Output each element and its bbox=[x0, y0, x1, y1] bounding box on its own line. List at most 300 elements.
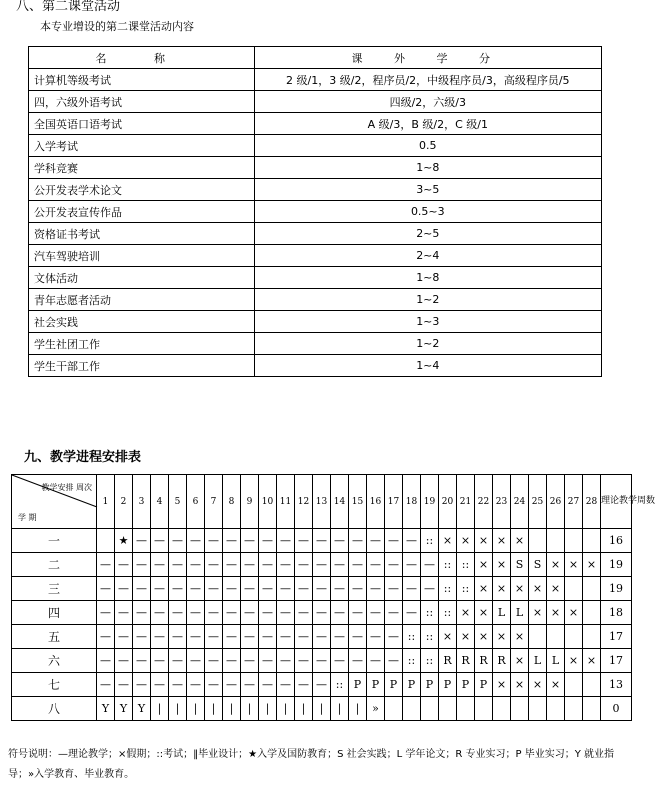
schedule-cell: S bbox=[511, 553, 529, 577]
week-header: 8 bbox=[223, 475, 241, 529]
semester-row bbox=[12, 649, 632, 673]
schedule-cell: × bbox=[493, 625, 511, 649]
schedule-cell: Y bbox=[115, 697, 133, 721]
schedule-cell: — bbox=[115, 601, 133, 625]
schedule-cell bbox=[385, 697, 403, 721]
schedule-cell bbox=[457, 697, 475, 721]
total-weeks: 0 bbox=[601, 697, 632, 721]
schedule-legend: 符号说明：—理论教学；×假期；::考试；‖毕业设计；★入学及国防教育；S 社会实践；L 学年论文；R 专业实习；P 毕业实习；Y 就业指导；»入学教育、毕业教育。 bbox=[8, 749, 614, 780]
schedule-cell: L bbox=[511, 601, 529, 625]
schedule-cell: — bbox=[205, 649, 223, 673]
activity-row bbox=[29, 223, 602, 245]
schedule-cell: — bbox=[403, 553, 421, 577]
semester-label: 一 bbox=[12, 529, 97, 553]
activity-name: 青年志愿者活动 bbox=[29, 289, 255, 311]
schedule-cell: L bbox=[493, 601, 511, 625]
schedule-cell: — bbox=[295, 577, 313, 601]
schedule-cell: — bbox=[295, 649, 313, 673]
schedule-cell: — bbox=[97, 601, 115, 625]
schedule-cell: — bbox=[367, 529, 385, 553]
schedule-cell: :: bbox=[421, 649, 439, 673]
schedule-cell: — bbox=[205, 577, 223, 601]
schedule-cell: — bbox=[295, 673, 313, 697]
total-weeks: 19 bbox=[601, 553, 632, 577]
schedule-cell bbox=[565, 697, 583, 721]
activity-name: 学生干部工作 bbox=[29, 355, 255, 377]
schedule-cell: — bbox=[349, 601, 367, 625]
schedule-cell: | bbox=[169, 697, 187, 721]
week-header: 11 bbox=[277, 475, 295, 529]
schedule-cell: × bbox=[475, 625, 493, 649]
schedule-cell: × bbox=[475, 553, 493, 577]
week-header: 5 bbox=[169, 475, 187, 529]
week-header: 10 bbox=[259, 475, 277, 529]
schedule-cell: P bbox=[403, 673, 421, 697]
schedule-cell: P bbox=[457, 673, 475, 697]
week-header: 21 bbox=[457, 475, 475, 529]
schedule-cell: — bbox=[97, 577, 115, 601]
schedule-cell: — bbox=[223, 673, 241, 697]
activity-row bbox=[29, 157, 602, 179]
schedule-cell: — bbox=[349, 625, 367, 649]
total-weeks: 19 bbox=[601, 577, 632, 601]
schedule-cell: — bbox=[259, 673, 277, 697]
schedule-cell: — bbox=[259, 553, 277, 577]
schedule-cell: — bbox=[277, 601, 295, 625]
corner-top-label: 教学安排 周次 bbox=[41, 483, 92, 492]
schedule-cell: × bbox=[457, 601, 475, 625]
semester-row bbox=[12, 697, 632, 721]
schedule-cell: | bbox=[151, 697, 169, 721]
week-header: 12 bbox=[295, 475, 313, 529]
activity-credit: 1~3 bbox=[254, 311, 601, 333]
schedule-cell: | bbox=[187, 697, 205, 721]
schedule-cell: × bbox=[529, 601, 547, 625]
activity-name: 四，六级外语考试 bbox=[29, 91, 255, 113]
schedule-cell: — bbox=[385, 625, 403, 649]
total-weeks: 16 bbox=[601, 529, 632, 553]
activity-credit: 1~8 bbox=[254, 267, 601, 289]
schedule-cell bbox=[583, 601, 601, 625]
schedule-cell: — bbox=[241, 673, 259, 697]
schedule-cell: — bbox=[133, 553, 151, 577]
schedule-cell: :: bbox=[403, 625, 421, 649]
semester-label: 二 bbox=[12, 553, 97, 577]
schedule-cell: × bbox=[475, 529, 493, 553]
total-weeks: 13 bbox=[601, 673, 632, 697]
schedule-cell: — bbox=[403, 577, 421, 601]
semester-row bbox=[12, 553, 632, 577]
week-header: 1 bbox=[97, 475, 115, 529]
schedule-cell: — bbox=[421, 577, 439, 601]
schedule-cell: P bbox=[421, 673, 439, 697]
activity-credit: 3~5 bbox=[254, 179, 601, 201]
schedule-cell: — bbox=[313, 649, 331, 673]
semester-row bbox=[12, 601, 632, 625]
schedule-cell: S bbox=[529, 553, 547, 577]
schedule-cell: R bbox=[493, 649, 511, 673]
schedule-cell: — bbox=[223, 529, 241, 553]
activity-row bbox=[29, 135, 602, 157]
schedule-cell: × bbox=[493, 673, 511, 697]
schedule-cell: — bbox=[223, 601, 241, 625]
schedule-cell bbox=[493, 697, 511, 721]
schedule-cell: — bbox=[367, 649, 385, 673]
schedule-cell: — bbox=[169, 625, 187, 649]
schedule-cell: — bbox=[277, 649, 295, 673]
week-header: 20 bbox=[439, 475, 457, 529]
schedule-cell: — bbox=[313, 673, 331, 697]
schedule-cell: — bbox=[151, 673, 169, 697]
schedule-cell: — bbox=[259, 529, 277, 553]
activity-credit: 1~4 bbox=[254, 355, 601, 377]
activity-credit: 0.5 bbox=[254, 135, 601, 157]
schedule-table bbox=[11, 474, 655, 721]
schedule-cell: :: bbox=[421, 625, 439, 649]
activity-credit: 四级/2，六级/3 bbox=[254, 91, 601, 113]
schedule-cell bbox=[529, 697, 547, 721]
activity-row bbox=[29, 333, 602, 355]
schedule-cell: — bbox=[313, 625, 331, 649]
schedule-cell: — bbox=[223, 577, 241, 601]
schedule-cell: — bbox=[205, 673, 223, 697]
schedule-cell: × bbox=[529, 673, 547, 697]
schedule-cell: :: bbox=[457, 577, 475, 601]
schedule-cell: — bbox=[133, 649, 151, 673]
schedule-cell: × bbox=[583, 649, 601, 673]
schedule-cell: — bbox=[187, 673, 205, 697]
schedule-cell: L bbox=[547, 649, 565, 673]
semester-label: 八 bbox=[12, 697, 97, 721]
schedule-cell bbox=[511, 697, 529, 721]
schedule-cell: — bbox=[295, 553, 313, 577]
section8-title: 八、第二课堂活动 bbox=[16, 0, 121, 14]
schedule-cell: — bbox=[169, 673, 187, 697]
schedule-cell: — bbox=[115, 625, 133, 649]
schedule-cell: — bbox=[349, 529, 367, 553]
corner-bottom-label: 学 期 bbox=[18, 513, 37, 522]
schedule-cell: — bbox=[223, 553, 241, 577]
schedule-cell: | bbox=[313, 697, 331, 721]
semester-label: 五 bbox=[12, 625, 97, 649]
activity-credit: 1~2 bbox=[254, 289, 601, 311]
schedule-cell bbox=[529, 625, 547, 649]
activity-credit: A 级/3，B 级/2，C 级/1 bbox=[254, 113, 601, 135]
schedule-cell bbox=[403, 697, 421, 721]
activity-row bbox=[29, 311, 602, 333]
schedule-cell: — bbox=[421, 553, 439, 577]
schedule-cell: — bbox=[205, 601, 223, 625]
schedule-cell: — bbox=[331, 553, 349, 577]
schedule-cell bbox=[583, 625, 601, 649]
schedule-cell: | bbox=[277, 697, 295, 721]
schedule-cell bbox=[565, 529, 583, 553]
schedule-cell: :: bbox=[421, 601, 439, 625]
week-header: 26 bbox=[547, 475, 565, 529]
schedule-cell: — bbox=[349, 553, 367, 577]
week-header: 25 bbox=[529, 475, 547, 529]
activity-row bbox=[29, 355, 602, 377]
activity-credit: 1~8 bbox=[254, 157, 601, 179]
week-header: 18 bbox=[403, 475, 421, 529]
schedule-cell: :: bbox=[421, 529, 439, 553]
schedule-cell: — bbox=[169, 577, 187, 601]
schedule-cell: — bbox=[169, 553, 187, 577]
week-header: 4 bbox=[151, 475, 169, 529]
schedule-cell bbox=[565, 673, 583, 697]
schedule-cell: — bbox=[115, 649, 133, 673]
total-weeks: 18 bbox=[601, 601, 632, 625]
schedule-cell: — bbox=[331, 649, 349, 673]
schedule-cell: — bbox=[259, 577, 277, 601]
activity-row bbox=[29, 179, 602, 201]
schedule-cell: × bbox=[511, 673, 529, 697]
semester-label: 六 bbox=[12, 649, 97, 673]
schedule-cell: — bbox=[97, 553, 115, 577]
schedule-cell: × bbox=[565, 601, 583, 625]
schedule-cell: P bbox=[439, 673, 457, 697]
schedule-cell: — bbox=[241, 577, 259, 601]
week-header: 13 bbox=[313, 475, 331, 529]
schedule-cell bbox=[583, 697, 601, 721]
activity-name: 计算机等级考试 bbox=[29, 69, 255, 91]
schedule-cell: — bbox=[277, 553, 295, 577]
week-header: 19 bbox=[421, 475, 439, 529]
schedule-cell: — bbox=[295, 601, 313, 625]
schedule-cell: — bbox=[151, 553, 169, 577]
schedule-cell: | bbox=[295, 697, 313, 721]
schedule-cell: — bbox=[313, 529, 331, 553]
schedule-cell: | bbox=[349, 697, 367, 721]
week-header: 22 bbox=[475, 475, 493, 529]
schedule-cell: × bbox=[493, 529, 511, 553]
schedule-cell: — bbox=[385, 649, 403, 673]
schedule-cell: — bbox=[151, 529, 169, 553]
schedule-cell: :: bbox=[403, 649, 421, 673]
schedule-cell: Y bbox=[97, 697, 115, 721]
schedule-cell: — bbox=[241, 529, 259, 553]
header-name: 名 称 bbox=[29, 47, 255, 69]
schedule-cell: — bbox=[133, 673, 151, 697]
schedule-cell: R bbox=[475, 649, 493, 673]
week-header: 23 bbox=[493, 475, 511, 529]
schedule-cell bbox=[547, 529, 565, 553]
total-weeks: 17 bbox=[601, 625, 632, 649]
activity-table bbox=[28, 46, 602, 377]
week-header: 24 bbox=[511, 475, 529, 529]
schedule-cell bbox=[547, 697, 565, 721]
schedule-cell: — bbox=[223, 625, 241, 649]
schedule-cell: — bbox=[205, 553, 223, 577]
activity-table-header bbox=[29, 47, 602, 69]
schedule-cell bbox=[583, 577, 601, 601]
schedule-cell: — bbox=[259, 625, 277, 649]
section9-title: 九、教学进程安排表 bbox=[24, 450, 142, 465]
schedule-cell: — bbox=[367, 577, 385, 601]
schedule-cell: — bbox=[115, 577, 133, 601]
schedule-cell: — bbox=[151, 649, 169, 673]
activity-name: 全国英语口语考试 bbox=[29, 113, 255, 135]
schedule-cell: — bbox=[331, 601, 349, 625]
schedule-cell: :: bbox=[331, 673, 349, 697]
schedule-cell: — bbox=[277, 529, 295, 553]
week-header: 17 bbox=[385, 475, 403, 529]
schedule-header-row bbox=[12, 475, 632, 529]
schedule-cell: — bbox=[385, 601, 403, 625]
week-header: 2 bbox=[115, 475, 133, 529]
activity-row bbox=[29, 113, 602, 135]
activity-row bbox=[29, 267, 602, 289]
activity-credit: 0.5~3 bbox=[254, 201, 601, 223]
activity-name: 学生社团工作 bbox=[29, 333, 255, 355]
schedule-cell: P bbox=[385, 673, 403, 697]
semester-row bbox=[12, 529, 632, 553]
schedule-cell: — bbox=[151, 577, 169, 601]
schedule-cell: — bbox=[385, 529, 403, 553]
activity-name: 社会实践 bbox=[29, 311, 255, 333]
week-header: 9 bbox=[241, 475, 259, 529]
schedule-cell: × bbox=[511, 529, 529, 553]
schedule-cell: — bbox=[187, 625, 205, 649]
schedule-cell: — bbox=[223, 649, 241, 673]
activity-row bbox=[29, 91, 602, 113]
schedule-cell: × bbox=[547, 577, 565, 601]
schedule-cell: R bbox=[439, 649, 457, 673]
schedule-cell: — bbox=[151, 601, 169, 625]
schedule-cell: | bbox=[241, 697, 259, 721]
week-header: 7 bbox=[205, 475, 223, 529]
week-header: 16 bbox=[367, 475, 385, 529]
schedule-cell: × bbox=[457, 529, 475, 553]
schedule-cell: — bbox=[187, 577, 205, 601]
schedule-cell: P bbox=[367, 673, 385, 697]
schedule-cell: — bbox=[313, 601, 331, 625]
schedule-cell: — bbox=[187, 529, 205, 553]
schedule-cell: — bbox=[115, 553, 133, 577]
activity-name: 公开发表学术论文 bbox=[29, 179, 255, 201]
schedule-cell: — bbox=[169, 529, 187, 553]
schedule-cell: Y bbox=[133, 697, 151, 721]
schedule-cell: — bbox=[115, 673, 133, 697]
schedule-cell: — bbox=[259, 601, 277, 625]
schedule-cell: — bbox=[313, 577, 331, 601]
schedule-cell: — bbox=[295, 625, 313, 649]
semester-label: 七 bbox=[12, 673, 97, 697]
schedule-cell: × bbox=[511, 649, 529, 673]
week-header: 3 bbox=[133, 475, 151, 529]
week-header: 15 bbox=[349, 475, 367, 529]
schedule-cell: × bbox=[565, 553, 583, 577]
activity-credit: 2~5 bbox=[254, 223, 601, 245]
schedule-cell: — bbox=[385, 553, 403, 577]
schedule-cell: × bbox=[547, 553, 565, 577]
section8-subtitle: 本专业增设的第二课堂活动内容 bbox=[40, 20, 194, 33]
schedule-cell: — bbox=[133, 577, 151, 601]
schedule-cell: × bbox=[475, 601, 493, 625]
week-header: 27 bbox=[565, 475, 583, 529]
activity-credit: 1~2 bbox=[254, 333, 601, 355]
schedule-cell: × bbox=[493, 577, 511, 601]
schedule-cell: — bbox=[97, 673, 115, 697]
schedule-cell bbox=[439, 697, 457, 721]
schedule-cell bbox=[565, 577, 583, 601]
schedule-cell: — bbox=[187, 649, 205, 673]
total-weeks: 17 bbox=[601, 649, 632, 673]
schedule-cell: — bbox=[187, 601, 205, 625]
schedule-cell bbox=[583, 529, 601, 553]
schedule-cell: — bbox=[277, 577, 295, 601]
schedule-cell: :: bbox=[439, 577, 457, 601]
activity-name: 汽车驾驶培训 bbox=[29, 245, 255, 267]
schedule-cell: — bbox=[241, 649, 259, 673]
schedule-cell: × bbox=[511, 577, 529, 601]
week-header: 28 bbox=[583, 475, 601, 529]
schedule-cell: × bbox=[583, 553, 601, 577]
week-header: 14 bbox=[331, 475, 349, 529]
semester-row bbox=[12, 625, 632, 649]
schedule-cell bbox=[475, 697, 493, 721]
activity-name: 学科竞赛 bbox=[29, 157, 255, 179]
schedule-cell: — bbox=[367, 601, 385, 625]
activity-credit: 2~4 bbox=[254, 245, 601, 267]
activity-row bbox=[29, 245, 602, 267]
schedule-cell bbox=[547, 625, 565, 649]
schedule-cell: — bbox=[349, 577, 367, 601]
schedule-cell: × bbox=[439, 529, 457, 553]
schedule-cell: × bbox=[565, 649, 583, 673]
schedule-cell: — bbox=[367, 553, 385, 577]
schedule-cell: — bbox=[133, 601, 151, 625]
schedule-cell: × bbox=[493, 553, 511, 577]
schedule-cell: — bbox=[331, 529, 349, 553]
schedule-cell: × bbox=[511, 625, 529, 649]
schedule-cell: — bbox=[331, 625, 349, 649]
schedule-cell: — bbox=[403, 601, 421, 625]
schedule-cell: | bbox=[205, 697, 223, 721]
schedule-cell: — bbox=[277, 625, 295, 649]
schedule-cell: — bbox=[133, 625, 151, 649]
schedule-cell bbox=[529, 529, 547, 553]
schedule-cell: — bbox=[277, 673, 295, 697]
total-weeks-header: 理论教学周数 bbox=[601, 475, 632, 529]
activity-name: 公开发表宣传作品 bbox=[29, 201, 255, 223]
activity-row bbox=[29, 289, 602, 311]
schedule-cell: — bbox=[331, 577, 349, 601]
schedule-cell: :: bbox=[439, 553, 457, 577]
schedule-cell bbox=[565, 625, 583, 649]
schedule-cell: × bbox=[457, 625, 475, 649]
schedule-cell bbox=[583, 673, 601, 697]
schedule-cell: | bbox=[259, 697, 277, 721]
schedule-cell: — bbox=[205, 529, 223, 553]
schedule-cell: P bbox=[475, 673, 493, 697]
semester-label: 四 bbox=[12, 601, 97, 625]
schedule-cell: × bbox=[547, 673, 565, 697]
schedule-cell: — bbox=[313, 553, 331, 577]
schedule-corner bbox=[12, 475, 97, 529]
schedule-cell: » bbox=[367, 697, 385, 721]
schedule-cell: — bbox=[187, 553, 205, 577]
schedule-cell: P bbox=[349, 673, 367, 697]
schedule-cell: :: bbox=[439, 601, 457, 625]
week-header: 6 bbox=[187, 475, 205, 529]
activity-name: 入学考试 bbox=[29, 135, 255, 157]
schedule-cell: — bbox=[133, 529, 151, 553]
schedule-cell: R bbox=[457, 649, 475, 673]
schedule-cell: — bbox=[97, 625, 115, 649]
schedule-cell: — bbox=[97, 649, 115, 673]
schedule-cell: — bbox=[385, 577, 403, 601]
